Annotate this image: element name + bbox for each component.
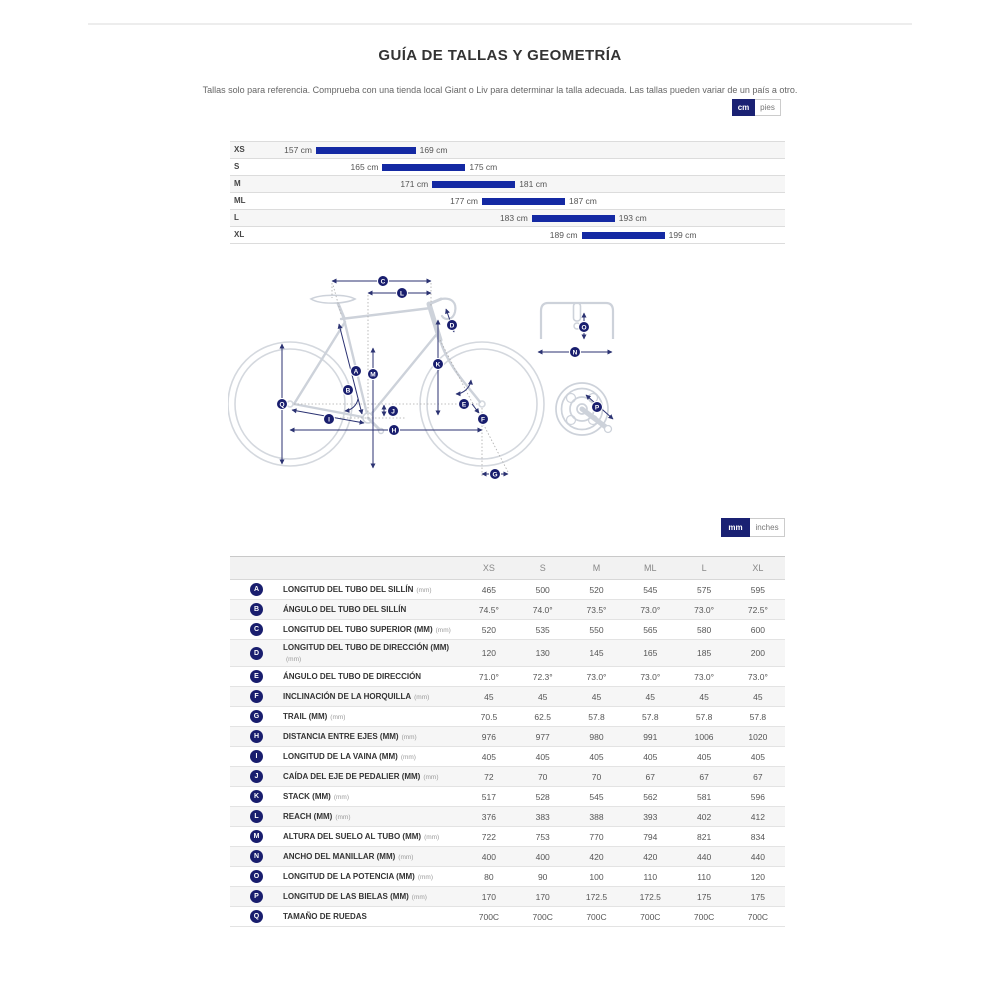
geometry-value: 175 — [750, 891, 765, 902]
geometry-value: 700C — [532, 911, 553, 922]
handlebar-top-view-diagram — [533, 295, 623, 365]
row-letter-badge: J — [250, 770, 263, 783]
row-label-cell — [230, 809, 462, 824]
geometry-value: 400 — [535, 851, 550, 862]
geometry-value: 794 — [643, 831, 658, 842]
geometry-value: 67 — [645, 771, 656, 782]
svg-text:L: L — [400, 290, 404, 298]
max-height-label: 193 cm — [618, 213, 647, 223]
geometry-value: 80 — [484, 871, 494, 882]
geometry-row-c — [230, 620, 785, 640]
row-label-wrap — [283, 624, 458, 635]
geometry-value: 520 — [589, 584, 604, 595]
svg-text:B: B — [345, 387, 351, 395]
geometry-value: 73.0° — [640, 671, 661, 682]
diagram-label-B — [343, 385, 354, 396]
svg-text:Q: Q — [279, 401, 285, 409]
geometry-value: 71.0° — [478, 671, 499, 682]
height-range-bar — [582, 232, 665, 239]
column-header-s: S — [539, 563, 546, 573]
geometry-value: 420 — [643, 851, 658, 862]
row-label-wrap — [283, 604, 458, 615]
size-row — [230, 142, 785, 159]
min-height-label: 157 cm — [284, 145, 312, 155]
row-label-wrap — [283, 642, 458, 664]
geometry-value: 57.8 — [695, 711, 713, 722]
geometry-value: 73.0° — [586, 671, 607, 682]
diagram-label-M — [368, 369, 379, 380]
geometry-value: 73.0° — [694, 604, 715, 615]
geometry-value: 57.8 — [749, 711, 767, 722]
row-label-cell — [230, 769, 462, 784]
geometry-value: 400 — [481, 851, 496, 862]
size-row — [230, 210, 785, 227]
size-label: XS — [234, 145, 245, 154]
row-label-cell — [230, 829, 462, 844]
min-height-label: 189 cm — [549, 230, 578, 240]
geometry-value: 57.8 — [588, 711, 605, 722]
row-unit: (mm) — [424, 834, 440, 842]
row-label-cell — [230, 729, 462, 744]
diagram-label-H — [389, 425, 400, 436]
geometry-value: 45 — [645, 691, 656, 702]
geometry-value: 580 — [696, 624, 712, 635]
geometry-row-o — [230, 867, 785, 887]
row-unit: (mm) — [330, 714, 346, 722]
row-label-cell — [230, 789, 462, 804]
geometry-value: 700C — [586, 911, 607, 922]
geometry-value: 45 — [591, 691, 602, 702]
geometry-value: 600 — [750, 624, 765, 635]
geometry-row-e — [230, 667, 785, 687]
geometry-value: 45 — [484, 691, 494, 702]
page-title: GUÍA DE TALLAS Y GEOMETRÍA — [378, 47, 622, 64]
row-label-cell — [230, 849, 462, 864]
row-label-wrap — [283, 811, 458, 822]
geometry-value: 73.0° — [747, 671, 768, 682]
row-label: LONGITUD DEL TUBO DE DIRECCIÓN (MM) — [283, 643, 450, 652]
max-height-label: 181 cm — [519, 179, 548, 189]
row-label-cell — [230, 669, 462, 684]
handlebar-shape — [541, 303, 613, 339]
geometry-value: 405 — [750, 751, 765, 762]
diagram-label-N — [570, 347, 581, 358]
row-label: TRAIL (MM) — [283, 712, 328, 722]
geometry-value: 834 — [750, 831, 765, 842]
row-label-cell — [230, 749, 462, 764]
row-label-cell — [230, 582, 462, 597]
svg-text:A: A — [353, 368, 359, 376]
row-unit: (mm) — [333, 794, 350, 802]
size-range-chart — [230, 141, 785, 244]
row-label-cell — [230, 640, 462, 666]
row-unit: (mm) — [423, 774, 439, 782]
row-label-wrap — [283, 671, 458, 682]
geometry-value: 62.5 — [534, 711, 551, 722]
row-unit: (mm) — [414, 694, 430, 702]
height-range-bar — [316, 147, 416, 154]
svg-text:G: G — [492, 471, 498, 479]
svg-text:J: J — [391, 408, 395, 416]
row-letter-badge: C — [250, 623, 263, 636]
geometry-value: 420 — [589, 851, 604, 862]
geometry-table-header — [230, 556, 785, 580]
geometry-row-m — [230, 827, 785, 847]
geometry-value: 440 — [696, 851, 712, 862]
geometry-value: 165 — [643, 648, 658, 659]
diagram-label-A — [351, 366, 362, 377]
column-header-xs: XS — [482, 563, 495, 573]
geometry-value: 120 — [481, 648, 496, 659]
geometry-value: 581 — [696, 791, 712, 802]
column-header-ml: ML — [644, 563, 657, 573]
diagram-label-Q — [277, 399, 288, 410]
svg-text:D: D — [449, 322, 455, 330]
row-unit: (mm) — [417, 874, 434, 882]
row-label: LONGITUD DE LA POTENCIA (MM) — [283, 872, 415, 882]
crankset-diagram — [548, 372, 628, 447]
geometry-value: 388 — [589, 811, 604, 822]
geometry-value: 170 — [481, 891, 496, 902]
size-row — [230, 176, 785, 193]
row-label: LONGITUD DEL TUBO SUPERIOR (MM) — [283, 624, 433, 634]
geometry-value: 517 — [481, 791, 496, 802]
svg-text:C: C — [380, 278, 386, 286]
geometry-value: 172.5 — [585, 891, 608, 902]
diagram-label-E — [459, 399, 470, 410]
min-height-label: 183 cm — [499, 213, 528, 223]
row-letter-badge: O — [250, 870, 263, 883]
geometry-value: 405 — [535, 751, 550, 762]
row-label: CAÍDA DEL EJE DE PEDALIER (MM) — [283, 772, 421, 782]
diagram-label-F — [478, 414, 489, 425]
measurement-arrows — [282, 281, 508, 474]
geometry-value: 172.5 — [639, 891, 661, 902]
row-label: LONGITUD DE LA VAINA (MM) — [283, 752, 398, 762]
geometry-value: 185 — [696, 648, 712, 659]
diagram-label-G — [490, 469, 501, 480]
geometry-value: 57.8 — [642, 711, 659, 722]
row-label-wrap — [283, 584, 458, 595]
row-letter-badge: I — [250, 750, 263, 763]
geometry-value: 393 — [643, 811, 658, 822]
row-letter-badge: B — [250, 603, 263, 616]
geometry-value: 130 — [535, 648, 550, 659]
geometry-unit-inches-button[interactable]: inches — [750, 518, 785, 537]
diagram-label-P — [592, 402, 603, 413]
geometry-value: 74.5° — [478, 604, 499, 615]
row-letter-badge: F — [250, 690, 263, 703]
geometry-value: 100 — [589, 871, 604, 882]
row-label: INCLINACIÓN DE LA HORQUILLA — [283, 692, 412, 702]
geometry-value: 70 — [591, 771, 602, 782]
svg-text:M: M — [370, 371, 376, 379]
geometry-value: 700C — [478, 911, 500, 922]
diagram-label-D — [447, 320, 458, 331]
row-letter-badge: P — [250, 890, 263, 903]
height-range-bar — [482, 198, 565, 205]
geometry-value: 72 — [484, 771, 494, 782]
row-letter-badge: K — [250, 790, 263, 803]
column-header-xl: XL — [752, 563, 764, 573]
size-label: XL — [234, 230, 245, 239]
row-label-wrap — [283, 691, 458, 702]
row-unit: (mm) — [286, 656, 302, 663]
geometry-value: 405 — [696, 751, 712, 762]
row-label-wrap — [283, 911, 458, 922]
row-label: ÁNGULO DEL TUBO DEL SILLÍN — [283, 605, 407, 614]
row-unit: (mm) — [401, 734, 417, 742]
height-unit-toggle — [732, 99, 781, 116]
page-subtitle: Tallas solo para referencia. Comprueba con una tienda local Giant o Liv para determinar la talla adecuada. Las tallas pueden variar de un país a otro. — [202, 85, 798, 95]
geometry-value: 565 — [643, 624, 658, 635]
row-label-cell — [230, 602, 462, 617]
geometry-value: 700C — [747, 911, 769, 922]
column-header-m: M — [592, 563, 601, 573]
max-height-label: 199 cm — [668, 230, 697, 240]
geometry-value: 1020 — [748, 731, 768, 742]
geometry-value: 73.0° — [694, 671, 715, 682]
diagram-label-I — [324, 414, 335, 425]
geometry-value: 545 — [589, 791, 604, 802]
row-label-cell — [230, 909, 462, 924]
height-unit-pies-button[interactable]: pies — [755, 99, 781, 116]
geometry-value: 753 — [535, 831, 550, 842]
geometry-value: 575 — [696, 584, 712, 595]
geometry-value: 550 — [589, 624, 604, 635]
geometry-value: 700C — [693, 911, 715, 922]
geometry-value: 405 — [481, 751, 496, 762]
height-range-bar — [382, 164, 465, 171]
max-height-label: 175 cm — [469, 162, 498, 172]
row-label-wrap — [283, 851, 458, 862]
geometry-value: 821 — [696, 831, 712, 842]
row-label-cell — [230, 709, 462, 724]
row-label-cell — [230, 622, 462, 637]
geometry-value: 170 — [535, 891, 550, 902]
geometry-value: 376 — [481, 811, 496, 822]
row-unit: (mm) — [435, 626, 451, 634]
diagram-label-J — [388, 406, 399, 417]
row-letter-badge: Q — [250, 910, 263, 923]
geometry-row-n — [230, 847, 785, 867]
geometry-value: 440 — [750, 851, 765, 862]
geometry-row-q — [230, 907, 785, 927]
geometry-value: 120 — [750, 871, 765, 882]
row-unit: (mm) — [335, 814, 351, 822]
svg-text:I: I — [328, 416, 330, 424]
geometry-row-k — [230, 787, 785, 807]
geometry-table — [230, 556, 785, 927]
crank-shape — [556, 383, 612, 435]
row-label: TAMAÑO DE RUEDAS — [283, 912, 367, 922]
svg-text:O: O — [581, 324, 587, 332]
diagram-label-C — [378, 276, 389, 287]
geometry-value: 73.5° — [586, 604, 607, 615]
geometry-unit-toggle — [721, 518, 785, 537]
geometry-value: 70.5 — [480, 711, 498, 722]
row-letter-badge: N — [250, 850, 263, 863]
geometry-value: 45 — [753, 691, 763, 702]
row-unit: (mm) — [416, 586, 432, 594]
geometry-value: 465 — [481, 584, 496, 595]
row-label: STACK (MM) — [283, 792, 331, 802]
geometry-value: 700C — [640, 911, 661, 922]
size-label: ML — [234, 196, 246, 205]
row-unit: (mm) — [400, 754, 416, 762]
row-label: ÁNGULO DEL TUBO DE DIRECCIÓN — [283, 672, 422, 682]
geometry-value: 500 — [535, 584, 550, 595]
top-divider — [88, 23, 912, 25]
svg-text:N: N — [572, 349, 578, 357]
geometry-value: 145 — [589, 648, 604, 659]
geometry-value: 535 — [535, 624, 550, 635]
row-label: ANCHO DEL MANILLAR (MM) — [283, 852, 396, 862]
row-letter-badge: M — [250, 830, 263, 843]
row-label-wrap — [283, 891, 458, 902]
bike-frame — [294, 295, 480, 433]
row-label: LONGITUD DE LAS BIELAS (MM) — [283, 892, 409, 902]
size-row — [230, 193, 785, 210]
geometry-value: 74.0° — [532, 604, 553, 615]
height-unit-cm-button[interactable]: cm — [732, 99, 755, 116]
geometry-row-a — [230, 580, 785, 600]
max-height-label: 187 cm — [569, 196, 597, 206]
row-label-cell — [230, 889, 462, 904]
row-label-wrap — [283, 791, 458, 802]
row-label-wrap — [283, 731, 458, 742]
geometry-value: 175 — [696, 891, 712, 902]
row-letter-badge: L — [250, 810, 263, 823]
row-label: LONGITUD DEL TUBO DEL SILLÍN — [283, 584, 414, 594]
svg-text:H: H — [391, 427, 397, 435]
geometry-value: 67 — [753, 771, 763, 782]
geometry-value: 977 — [535, 731, 550, 742]
geometry-row-b — [230, 600, 785, 620]
geometry-value: 200 — [750, 648, 765, 659]
row-label-wrap — [283, 871, 458, 882]
geometry-row-i — [230, 747, 785, 767]
geometry-value: 1006 — [694, 731, 714, 742]
geometry-value: 770 — [589, 831, 604, 842]
row-label: REACH (MM) — [283, 812, 333, 822]
geometry-value: 520 — [481, 624, 496, 635]
row-letter-badge: H — [250, 730, 263, 743]
size-label: M — [234, 179, 241, 188]
row-letter-badge: E — [250, 670, 263, 683]
geometry-value: 528 — [535, 791, 550, 802]
min-height-label: 177 cm — [450, 196, 478, 206]
geometry-row-d — [230, 640, 785, 667]
row-label-wrap — [283, 771, 458, 782]
geometry-value: 596 — [750, 791, 765, 802]
row-unit: (mm) — [398, 854, 414, 862]
geometry-value: 90 — [537, 871, 548, 882]
geometry-value: 976 — [481, 731, 496, 742]
diagram-label-O — [579, 322, 590, 333]
crank-diagram-labels — [592, 402, 603, 413]
geometry-value: 562 — [643, 791, 658, 802]
row-letter-badge: A — [250, 583, 263, 596]
geometry-value: 72.5° — [747, 604, 768, 615]
geometry-row-f — [230, 687, 785, 707]
geometry-row-l — [230, 807, 785, 827]
diagram-label-K — [433, 359, 444, 370]
geometry-unit-mm-button[interactable]: mm — [721, 518, 750, 537]
geometry-value: 405 — [589, 751, 604, 762]
row-label: DISTANCIA ENTRE EJES (MM) — [283, 732, 399, 742]
row-label-cell — [230, 869, 462, 884]
size-label: S — [234, 162, 240, 171]
geometry-row-p — [230, 887, 785, 907]
row-label-wrap — [283, 831, 458, 842]
row-label-wrap — [283, 751, 458, 762]
geometry-value: 70 — [537, 771, 548, 782]
size-row — [230, 159, 785, 176]
row-letter-badge: D — [250, 647, 263, 660]
svg-text:E: E — [461, 401, 467, 409]
geometry-value: 991 — [643, 731, 658, 742]
column-header-l: L — [701, 563, 707, 573]
row-label-wrap — [283, 711, 458, 722]
min-height-label: 165 cm — [350, 162, 379, 172]
geometry-row-g — [230, 707, 785, 727]
geometry-value: 45 — [699, 691, 709, 702]
row-unit: (mm) — [411, 894, 427, 902]
geometry-value: 980 — [589, 731, 604, 742]
geometry-value: 73.0° — [640, 604, 661, 615]
geometry-value: 72.3° — [532, 671, 553, 682]
geometry-value: 412 — [750, 811, 765, 822]
diagram-label-L — [397, 288, 408, 299]
height-range-bar — [532, 215, 615, 222]
geometry-value: 110 — [643, 871, 658, 882]
size-row — [230, 227, 785, 244]
geometry-value: 545 — [643, 584, 658, 595]
geometry-value: 67 — [699, 771, 709, 782]
row-letter-badge: G — [250, 710, 263, 723]
svg-text:F: F — [481, 416, 485, 424]
row-label-cell — [230, 689, 462, 704]
min-height-label: 171 cm — [400, 179, 429, 189]
max-height-label: 169 cm — [419, 145, 448, 155]
svg-text:P: P — [594, 404, 600, 412]
row-label: ALTURA DEL SUELO AL TUBO (MM) — [283, 832, 422, 842]
geometry-value: 405 — [643, 751, 658, 762]
geometry-row-j — [230, 767, 785, 787]
size-label: L — [234, 213, 239, 222]
height-range-bar — [432, 181, 515, 188]
geometry-row-h — [230, 727, 785, 747]
geometry-value: 402 — [696, 811, 712, 822]
geometry-value: 722 — [481, 831, 496, 842]
geometry-value: 595 — [750, 584, 765, 595]
svg-text:K: K — [435, 361, 441, 369]
geometry-value: 383 — [535, 811, 550, 822]
geometry-value: 110 — [697, 871, 711, 882]
header-spacer — [230, 566, 462, 570]
geometry-value: 45 — [537, 691, 548, 702]
